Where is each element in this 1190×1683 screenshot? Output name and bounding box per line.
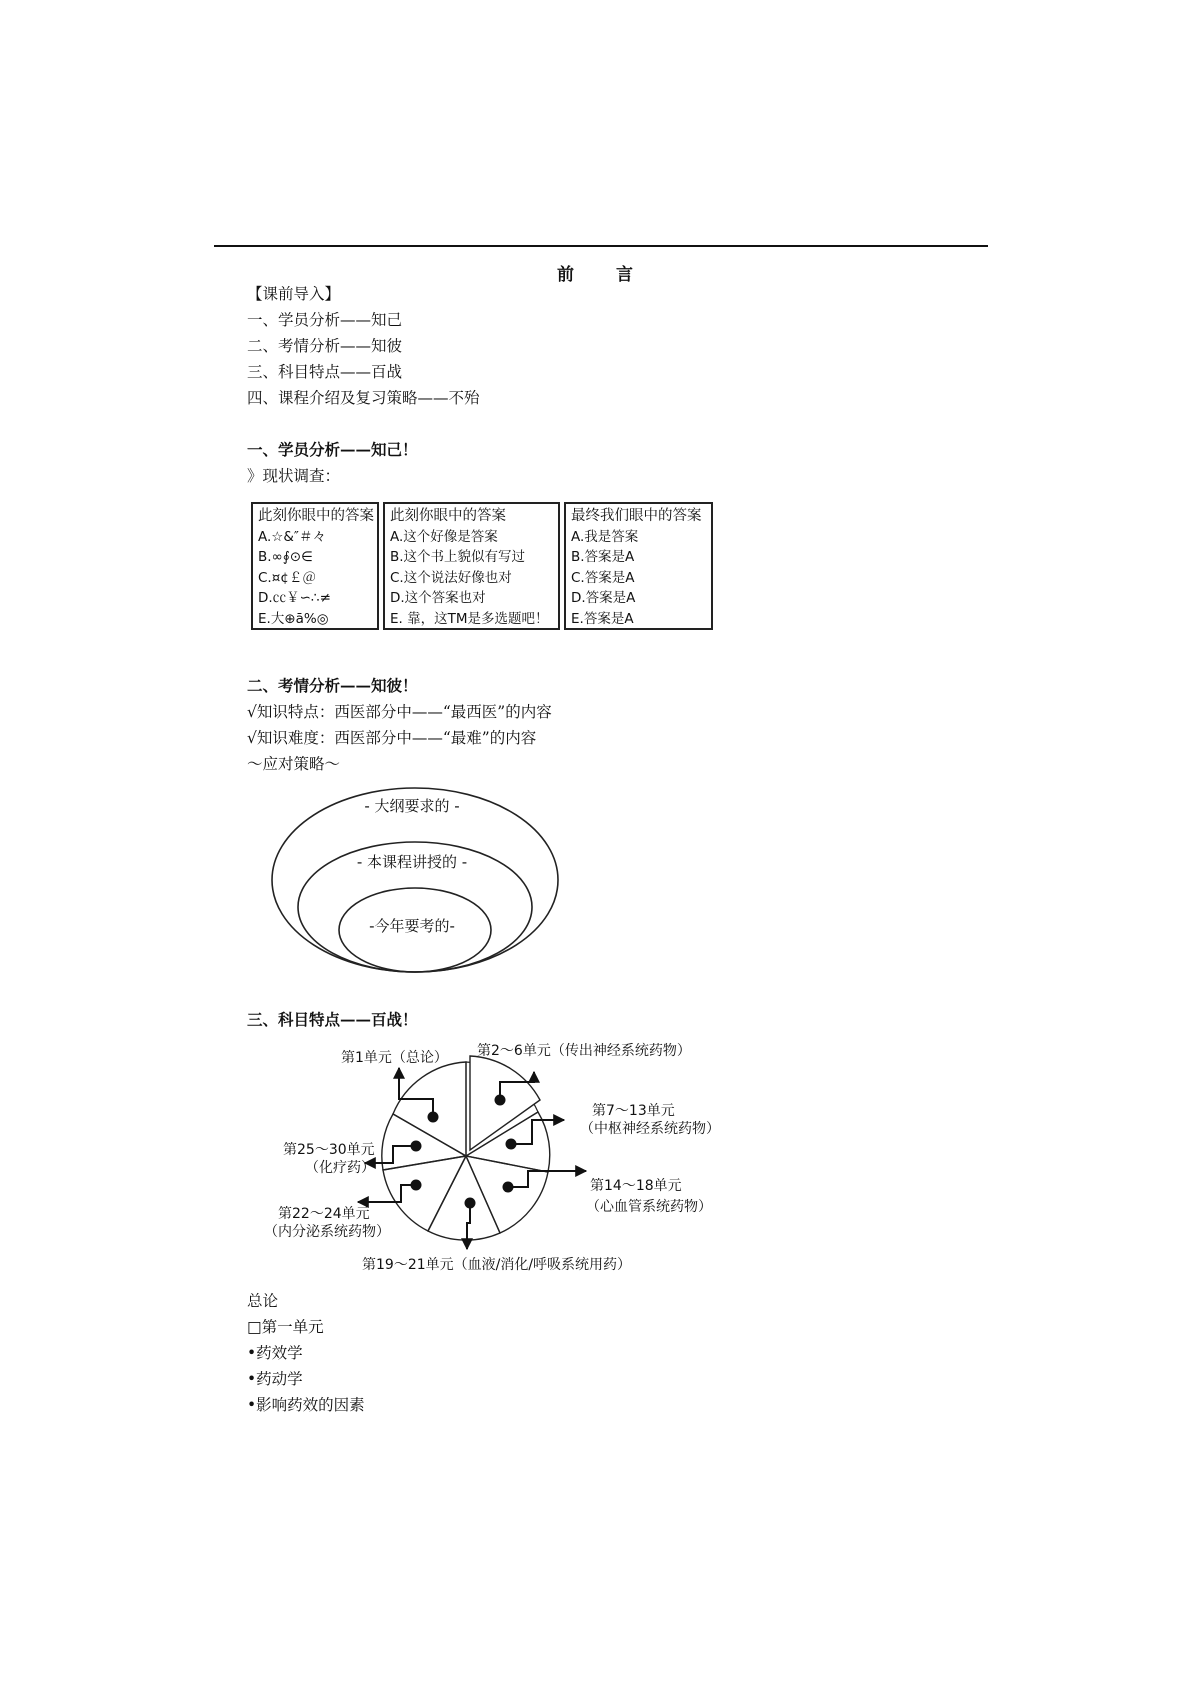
section2-heading: 二、考情分析——知彼！ <box>247 676 418 695</box>
section2-line: √知识难度：西医部分中——“最难”的内容 <box>247 729 537 747</box>
pie-slice-u22 <box>383 1156 466 1231</box>
pie-slice-u19 <box>428 1156 500 1240</box>
answer-line: A.☆&″＃々 <box>258 528 326 545</box>
section3-heading: 三、科目特点——百战！ <box>247 1010 418 1029</box>
outline-bullet: •药动学 <box>247 1370 303 1388</box>
arrow-u22 <box>358 1185 416 1202</box>
ellipse-label-inner: -今年要考的- <box>369 917 455 935</box>
section1-heading: 一、学员分析——知己！ <box>247 440 418 459</box>
answer-box-1 <box>251 502 379 630</box>
page-title: 前 言 <box>557 265 651 285</box>
outer-ellipse <box>272 788 558 972</box>
label-u22-line1: 第22～24单元 <box>278 1206 370 1222</box>
label-u1: 第1单元（总论） <box>341 1050 448 1066</box>
answer-line: C.¤¢￡＠ <box>258 569 316 586</box>
answer-box-3 <box>564 502 713 630</box>
answer-line: B.答案是A <box>571 549 635 565</box>
answer-line: A.我是答案 <box>571 528 639 545</box>
ellipse-label-middle: - 本课程讲授的 - <box>356 853 468 871</box>
intro-item: 一、学员分析——知己 <box>247 311 403 329</box>
pie-units-diagram <box>230 1040 730 1280</box>
answer-box-2 <box>383 502 560 630</box>
outline-bullet: •影响药效的因素 <box>247 1396 365 1414</box>
answer-box-title: 此刻你眼中的答案 <box>258 508 374 524</box>
section2-line: √知识特点：西医部分中——“最西医”的内容 <box>247 703 552 721</box>
answer-box-title: 最终我们眼中的答案 <box>571 508 702 524</box>
label-u7-line1: 第7～13单元 <box>592 1103 675 1119</box>
pie-slice-u2-exploded <box>470 1056 540 1150</box>
pie-slice-u1 <box>393 1062 466 1156</box>
header-rule <box>214 245 988 247</box>
ellipse-label-outer: - 大纲要求的 - <box>364 797 460 815</box>
answer-line: D.答案是A <box>571 590 636 606</box>
answer-line: C.答案是A <box>571 569 635 586</box>
nested-ellipses-diagram <box>270 785 570 975</box>
answer-line: E.大⊕ā%◎ <box>258 610 329 627</box>
answer-line: B.这个书上貌似有写过 <box>390 549 526 565</box>
answer-line: D.这个答案也对 <box>390 590 486 606</box>
label-u2: 第2～6单元（传出神经系统药物） <box>477 1043 691 1059</box>
outline-heading: 总论 <box>247 1292 279 1310</box>
section1-subheading: 》现状调查： <box>247 467 341 485</box>
label-u14-line1: 第14～18单元 <box>590 1178 682 1194</box>
arrow-u19 <box>467 1203 470 1249</box>
label-u25-line2: （化疗药） <box>305 1160 375 1176</box>
pie-slice-u25 <box>382 1114 466 1170</box>
outline-bullet: •药效学 <box>247 1344 303 1362</box>
intro-item: 三、科目特点——百战 <box>247 363 403 381</box>
answer-line: E. 靠，这TM是多选题吧！ <box>390 610 549 627</box>
label-u25-line1: 第25～30单元 <box>283 1142 375 1158</box>
label-u19: 第19～21单元（血液/消化/呼吸系统用药） <box>362 1257 632 1273</box>
answer-line: E.答案是A <box>571 610 634 627</box>
pie-slice-u14 <box>466 1156 548 1233</box>
answer-line: A.这个好像是答案 <box>390 528 498 545</box>
answer-line: C.这个说法好像也对 <box>390 569 512 586</box>
answer-line: D.㏄￥∽∴≠ <box>258 590 331 606</box>
label-u7-line2: （中枢神经系统药物） <box>580 1121 720 1137</box>
label-u22-line2: （内分泌系统药物） <box>264 1224 390 1240</box>
label-u14-line2: （心血管系统药物） <box>586 1199 712 1215</box>
intro-item: 二、考情分析——知彼 <box>247 337 403 355</box>
arrow-u1 <box>399 1068 433 1117</box>
outline-unit: □第一单元 <box>247 1318 324 1336</box>
answer-line: B.∞∮⊙∈ <box>258 549 313 565</box>
section2-line: ～应对策略～ <box>247 755 341 773</box>
intro-item: 四、课程介绍及复习策略——不殆 <box>247 389 480 407</box>
intro-heading: 【课前导入】 <box>247 285 341 303</box>
answer-box-title: 此刻你眼中的答案 <box>390 508 506 524</box>
